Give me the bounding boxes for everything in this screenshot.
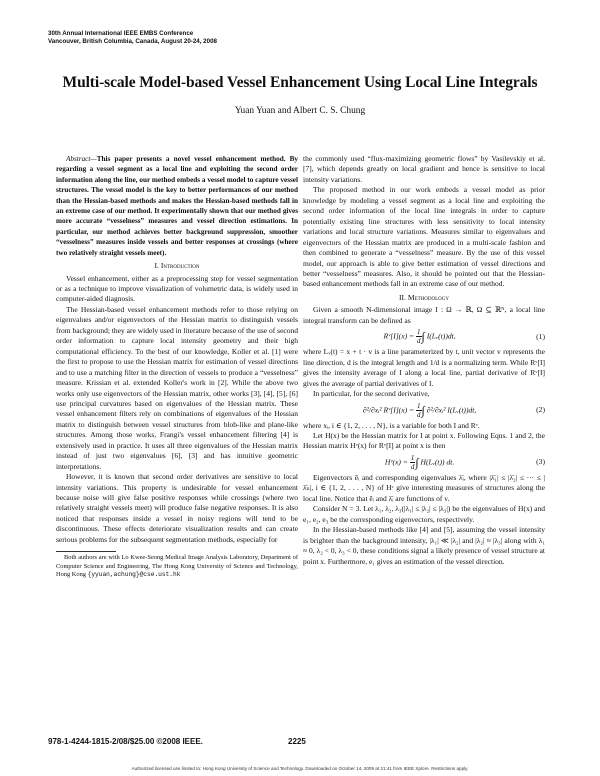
equation-2 — [303, 402, 545, 419]
left-column — [56, 154, 298, 579]
right-paragraph-2: The proposed method in our work embeds a vessel model as prior knowledge by modeling a vessel segment as a local line and exploiting the second order information of the local line integrals in order to capture potentially existing line structures with less sensitivity to local intensity variations and local structure variations. Measures similar to eigenvalues and eigenvectors of the Hessian matrix are produced in a multi-scale fashion and then combined to generate a “vesselness” measure. By the use of this vessel model, our approach is able to give better estimation of vessel directions and better “vesselness” measures. Also, it should be pointed out that the Hessian-based enhancement methods fall in an extreme case of our method. — [303, 185, 545, 289]
right-column — [303, 154, 545, 567]
page-number: 2225 — [288, 737, 306, 746]
eq1-label: (1) — [536, 331, 545, 341]
eq2-den: d — [417, 410, 421, 419]
conference-name: 30th Annual International IEEE EMBS Conference — [48, 30, 194, 37]
section-heading-introduction: I. Introduction — [154, 261, 200, 271]
eq2-label: (2) — [536, 404, 545, 414]
eq2-rhs: ∂²/∂xᵢ² I(Lᵥ(t))dt, — [424, 404, 477, 414]
isbn-copyright: 978-1-4244-1815-2/08/$25.00 ©2008 IEEE. — [48, 737, 203, 746]
method-paragraph-5: Let H(x) be the Hessian matrix for I at point x. Following Eqns. 1 and 2, the Hessian matrix Hᵛ(x) for Rᵛ[I] at point x is then — [303, 430, 545, 451]
abstract-text: This paper presents a novel vessel enhancement method. By regarding a vessel segment as a local line and exploiting the second order information along the line, our method embeds a vessel model to capture vessel structures. The vessel model is the key to better performances of our method than the Hessian-based methods and makes the Hessian-based methods fall in an extreme case of our method. It experimentally shown that our method gives more accurate “vesselness” measures and vessel direction estimations. In particular, our method achieves better background suppression, smoother “vesselness” measures inside vessels and better responses at crossings (where two relatively straight vessels meet). — [56, 155, 298, 257]
eq1-rhs: I(Lᵥ(t))dt, — [424, 331, 456, 341]
eq2-num: 1 — [417, 401, 421, 410]
method-paragraph-1: Given a smooth N-dimensional image I : Ω → ℝ, Ω ⊆ ℝᴺ, a local line integral transform can be defined as — [303, 305, 545, 325]
paper-authors: Yuan Yuan and Albert C. S. Chung — [234, 106, 366, 116]
intro-paragraph-3: However, it is known that second order derivatives are sensitive to local intensity variations. This property is undesirable for vessel enhancement because noise will give false positive responses while crossings (where two relatively straight vessels meet) will produce false negative responses. It is also noticed that responses inside a vessel in noisy regions will tend to be discontinuous. These effects deteriorate visualization results and can create serious problems for the subsequent segmentation methods, especially for — [56, 472, 298, 544]
method-paragraph-6: Eigenvectors ēᵢ and corresponding eigenvalues λ̄ᵢ, where |λ̄₁| ≤ |λ̄₂| ≤ ··· ≤ |λ̄ₙ|, i ∈ {1, 2, . . . , N} of Hᵛ give interesting measures of structures along the local line. Notice that ēᵢ and λ̄ᵢ are functions of v. — [303, 472, 545, 503]
footnote-email: {yyuan,achung}@cse.ust.hk — [87, 570, 181, 578]
eq1-lhs: Rᵛ[I](x) = — [383, 331, 417, 341]
integral-sign: ∫ — [421, 402, 425, 417]
eq2-lhs: ∂²/∂xᵢ² Rᵛ[I](x) = — [362, 404, 417, 414]
section-heading-methodology: II. Methodology — [398, 292, 450, 302]
integral-sign: ∫ — [421, 329, 425, 344]
eq3-den: d — [410, 462, 415, 471]
license-notice: Authorized licensed use limited to: Hong Kong University of Science and Technology. Downloaded on October 14, 2009 at 21:41 from IEEE Xplore. Restrictions apply. — [131, 766, 469, 771]
footnote-text: Both authors are with Lo Kwee-Seong Medical Image Analysis Laboratory, Department of Computer Science and Engineering, The Hong Kong University of Science and Technology, Hong Kong — [56, 554, 298, 578]
eq3-label: (3) — [536, 457, 545, 467]
conference-location: Vancouver, British Columbia, Canada, August 20-24, 2008 — [48, 38, 217, 45]
equation-1 — [303, 328, 545, 345]
abstract: Abstract—This paper presents a novel vessel enhancement method. By regarding a vessel segment as a local line and exploiting the second order information along the line, our method embeds a vessel model to capture vessel structures. The vessel model is the key to better performances of our method than the Hessian-based methods and makes the Hessian-based methods fall in an extreme case of our method. It experimentally shown that our method gives more accurate “vesselness” measures and vessel direction estimations. In particular, our method achieves better background suppression, smoother “vesselness” measures inside vessels and better responses at crossings (where two relatively straight vessels meet). — [56, 155, 298, 257]
conference-header — [48, 30, 217, 46]
right-paragraph-1: the commonly used “flux-maximizing geometric flows” by Vasilevskiy et al. [7], which depends greatly on local gradient and hence is sensitive to local intensity variations. — [303, 154, 545, 184]
footnote — [56, 554, 298, 579]
equation-3 — [303, 454, 545, 471]
paper-title: Multi-scale Model-based Vessel Enhancement Using Local Line Integrals — [62, 74, 538, 91]
abstract-label: Abstract — [66, 155, 91, 163]
method-paragraph-2: where Lᵥ(t) = x + t · v is a line parameterized by t, unit vector v represents the line direction, d is the integral length and 1/d is a normalizing term. While Rᵛ[I] gives the intensity average of I along a local line, partial derivative of Rᵛ[I] gives the average of partial derivatives of I. — [303, 347, 545, 388]
method-paragraph-7: Consider N = 3. Let λ₁, λ₂, λ₃(|λ₁| ≤ |λ₂| ≤ |λ₃|) be the eigenvalues of H(x) and e₁, e₂, e₃ be the corresponding eigenvectors, respectively. — [303, 504, 545, 524]
method-paragraph-4: where xᵢ, i ∈ {1, 2, . . . , N}, is a variable for both I and Rᵛ. — [303, 420, 480, 430]
eq3-lhs: Hᵛ(x) = — [384, 457, 410, 467]
eq1-den: d — [417, 337, 421, 346]
eq3-rhs: H(Lᵥ(t)) dt. — [418, 457, 455, 467]
eq1-num: 1 — [417, 328, 421, 337]
method-paragraph-3: In particular, for the second derivative, — [313, 389, 430, 399]
method-paragraph-8: In the Hessian-based methods like [4] and [5], assuming the vessel intensity is brighter than the background intensity, |λ₁| ≪ |λ₂| and |λ₂| ≈ |λ₃| along with λ₁ ≈ 0, λ₂ < 0, λ₃ < 0, these conditions signal a likely presence of vessel structure at point x. Furthermore, e₁ gives an estimation of the vessel direction. — [303, 525, 545, 566]
intro-paragraph-2: The Hessian-based vessel enhancement methods refer to those relying on eigenvalues and/or eigenvectors of the Hessian matrix to distinguish vessels from background; they are widely used in literature because of the use of second order information to capture local intensity geometry and their high computational efficiency. To the best of our knowledge, Koller et al. [1] were the first to propose to use the Hessian matrix for estimation of vessel directions and to use a matching filter in the direction of vessels to produce a “vesselness” measure. Krissian et al. extended Koller's work in [2]. While the above two works only use eigenvectors of the Hessian matrix, other works [3], [4], [5], [6] use principal curvatures based on eigenvalues of the Hessian matrix. These vessel enhancement filters rely on combinations of eigenvalues of the Hessian matrix to distinguish between vessel structures from blob-like and plane-like structures. Among those works, Frangi's vessel enhancement filtering [4] is extensively used in practice. It uses all three eigenvalues of the Hessian matrix instead of just two eigenvalues [6], [3] and has intuitive geometric interpretations. — [56, 304, 298, 471]
eq3-num: 1 — [410, 453, 415, 462]
integral-sign: ∫ — [415, 455, 419, 470]
intro-paragraph-1: Vessel enhancement, either as a preprocessing step for vessel segmentation or as a technique to improve visualization of volumetric data, is widely used in computer-aided diagnosis. — [56, 273, 298, 304]
